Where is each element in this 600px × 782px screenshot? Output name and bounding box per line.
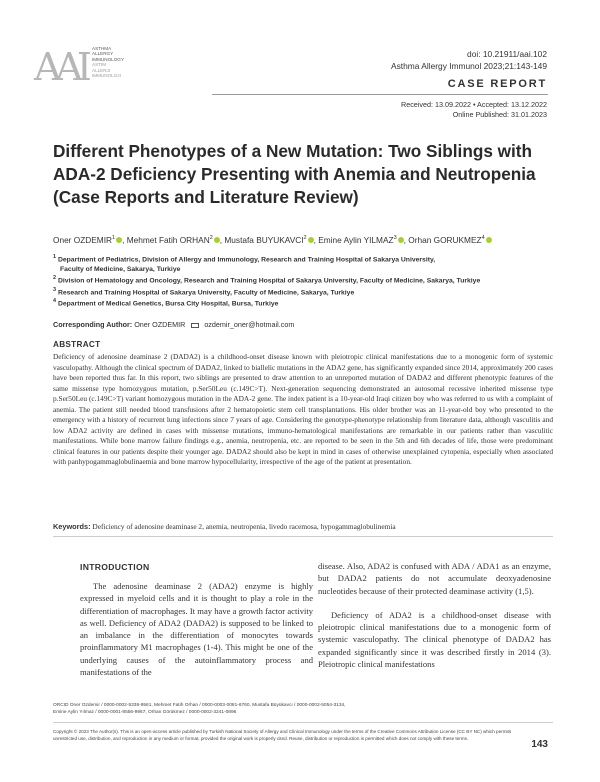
left-column — [80, 580, 313, 678]
orcid-line: Emine Aylin Yılmaz / 0000-0001-8556-9967, Orhan Görükmez / 0000-0002-3241-0896 — [53, 710, 237, 716]
orcid-line: ORCID Oner Ozdemir / 0000-0002-5338-9561, Mehmet Fatih Orhan / 0000-0003-0081-6760, Mustafa Büyükavcı / 0000-0002-5054-3134, — [53, 703, 346, 708]
footer-divider — [53, 722, 553, 723]
paragraph: The adenosine deaminase 2 (ADA2) enzyme is highly expressed in myeloid cells and it is thought to play a role in the differentiation of macrophages. It may have a growth factor activity as well. Deficiency of ADA2 (DADA2) is supposed to be linked to an imbalance in the differentiation of monocytes towards proinflammatory M1 macrophages (1-4). This might be one of the underlying causes of the autoinflammatory process and manifestations of the — [80, 581, 313, 678]
author[interactable]: Orhan GORUKMEZ$^4$ — [408, 235, 491, 245]
author[interactable]: Oner OZDEMIR$^1$ — [53, 235, 122, 245]
affiliation: $^1$ Department of Pediatrics, Division of Allergy and Immunology, Research and Training Hospital of Sakarya University, — [53, 254, 436, 264]
abstract-divider — [53, 536, 553, 537]
logo-text — [92, 46, 152, 78]
keywords — [53, 522, 553, 531]
page-number: 143 — [531, 739, 548, 750]
corr-email[interactable]: ozdemir_oner@hotmail.com — [204, 320, 295, 329]
intro-heading: INTRODUCTION — [80, 562, 150, 572]
author-list: Oner OZDEMIR$^1$ , Mehmet Fatih ORHAN$^2$ , Mustafa BUYUKAVCI$^2$ , Emine Aylin YILMAZ$^3$ , Orhan GORUKMEZ$^4$ — [53, 235, 573, 245]
header-divider — [212, 94, 548, 95]
paragraph: Deficiency of ADA2 is a childhood-onset disease with pleiotropic clinical manifestations due to a monogenic form of systemic vasculopathy. The clinical phenotype of DADA2 has expanded significantly since it was described firstly in 2014 (3). Pleiotropic clinical manifestations — [318, 609, 551, 670]
logo-letters: AAI — [34, 45, 86, 89]
logo-line: ASTIM — [92, 62, 107, 68]
publication-dates — [401, 100, 547, 119]
logo-line: IMMUNOLOGY — [92, 56, 124, 62]
orcid-icon[interactable] — [214, 237, 220, 243]
abstract-heading: ABSTRACT — [53, 340, 101, 349]
license-text: Copyright © 2023 The Author(s). This is an open-access article published by Turkish National Society of Allergy and Clinical Immunology under the terms of the Creative Commons Attribution License (CC BY NC) which permits unrestricted use, distribution, and reproduction in any medium or format, provided the original work is properly cited. Reuse, distribution or reproduction is permitted which does not comply with these terms. — [53, 729, 512, 741]
orcid-icon[interactable] — [398, 237, 404, 243]
journal-header — [391, 49, 547, 72]
affiliation: $^2$ Division of Hematology and Oncology, Research and Training Hospital of Sakarya University, Faculty of Medicine, Sakarya, Turkiye — [53, 275, 481, 285]
abstract-text: Deficiency of adenosine deaminase 2 (DADA2) is a childhood-onset disease known with pleiotropic clinical manifestations due to a monogenic form of systemic vasculopathy. Although the clinical spectrum of DADA2, linked to biallelic mutations in the ADA2 gene, has significantly expanded since 2014, approximately 200 cases have been reported thus far. In this report, two siblings are presented to draw attention to an unreported mutation of DADA2 and different phenotypic features of the same missense type homozygous mutation, p.Ser50Leu (c.149C>T). Next-generation sequencing demonstrated an autosomal recessive inherited missense type p.Ser50Leu (c.149C>T) variant homozygous mutation in the ADA-2 gene. The index patient is a 10-year-old Iraqi citizen boy who was referred to us with a complaint of anemia. The patient still needed blood transfusions after 2 hematopoietic stem cell transplantations. His older brother was an 11-year-old boy who presented to the emergency with a history of recurrent lung infections since 7 years of age. Considering the genotype-phenotype relationship from literature data, although vasculitis and low ADA2 activity are defined in cases with missense mutations, immuno-hematological manifestations are remarkable in our patients rather than vasculitic manifestations. While bone marrow failure findings e.g., anemia, neutropenia, etc. are reported to be seen in the 5th and 6th decades of life, those were predominant clinical features in our patients despite their younger age. DADA2 should also be kept in mind in cases of otherwise unexplained cytopenia, especially when associated with panhypogammaglobulinaemia and bone marrow hypocellularity, irrespective of the age of the patient at presentation. — [53, 352, 553, 467]
received-date: Received: 13.09.2022 • Accepted: 13.12.2022 — [401, 100, 547, 109]
affiliation-cont: Faculty of Medicine, Sakarya, Turkiye — [60, 265, 181, 273]
envelope-icon — [191, 323, 199, 329]
right-column — [318, 560, 551, 670]
orcid-list — [53, 702, 553, 716]
journal-citation: Asthma Allergy Immunol 2023;21:143-149 — [391, 60, 547, 71]
affiliation: $^4$ Department of Medical Genetics, Bursa City Hospital, Bursa, Turkiye — [53, 298, 279, 308]
author[interactable]: Emine Aylin YILMAZ$^3$ — [318, 235, 403, 245]
keywords-text: Deficiency of adenosine deaminase 2, anemia, neutropenia, livedo racemosa, hypogammaglobulinemia — [92, 522, 396, 531]
orcid-icon[interactable] — [308, 237, 314, 243]
logo-line: ALLERJI — [92, 67, 111, 73]
corr-name: Oner OZDEMIR — [134, 320, 186, 329]
orcid-icon[interactable] — [486, 237, 492, 243]
paragraph: disease. Also, ADA2 is confused with ADA / ADA1 as an enzyme, but DADA2 patients do not accumulate deoxyadenosine nucleotides because of their protected deaminase activity (1,5). — [318, 561, 551, 596]
keywords-label: Keywords: — [53, 522, 91, 531]
logo-line: IMMUNOLOJI — [92, 73, 121, 79]
author[interactable]: Mustafa BUYUKAVCI$^2$ — [224, 235, 313, 245]
article-title: Different Phenotypes of a New Mutation: Two Siblings with ADA-2 Deficiency Presenting with Anemia and Neutropenia (Case Reports and Literature Review) — [53, 141, 536, 207]
logo-line: ALLERGY — [92, 51, 114, 57]
section-label: CASE REPORT — [447, 78, 547, 90]
affiliations — [53, 253, 563, 309]
doi-link[interactable]: doi: 10.21911/aai.102 — [467, 49, 547, 59]
corresponding-author — [53, 320, 294, 329]
author[interactable]: Mehmet Fatih ORHAN$^2$ — [127, 235, 220, 245]
corr-label: Corresponding Author: — [53, 320, 133, 329]
affiliation: $^3$ Research and Training Hospital of Sakarya University, Faculty of Medicine, Sakarya, Turkiye — [53, 286, 355, 297]
orcid-icon[interactable] — [116, 237, 122, 243]
published-date: Online Published: 31.01.2023 — [452, 109, 547, 119]
logo-line: ASTHMA — [92, 46, 112, 51]
